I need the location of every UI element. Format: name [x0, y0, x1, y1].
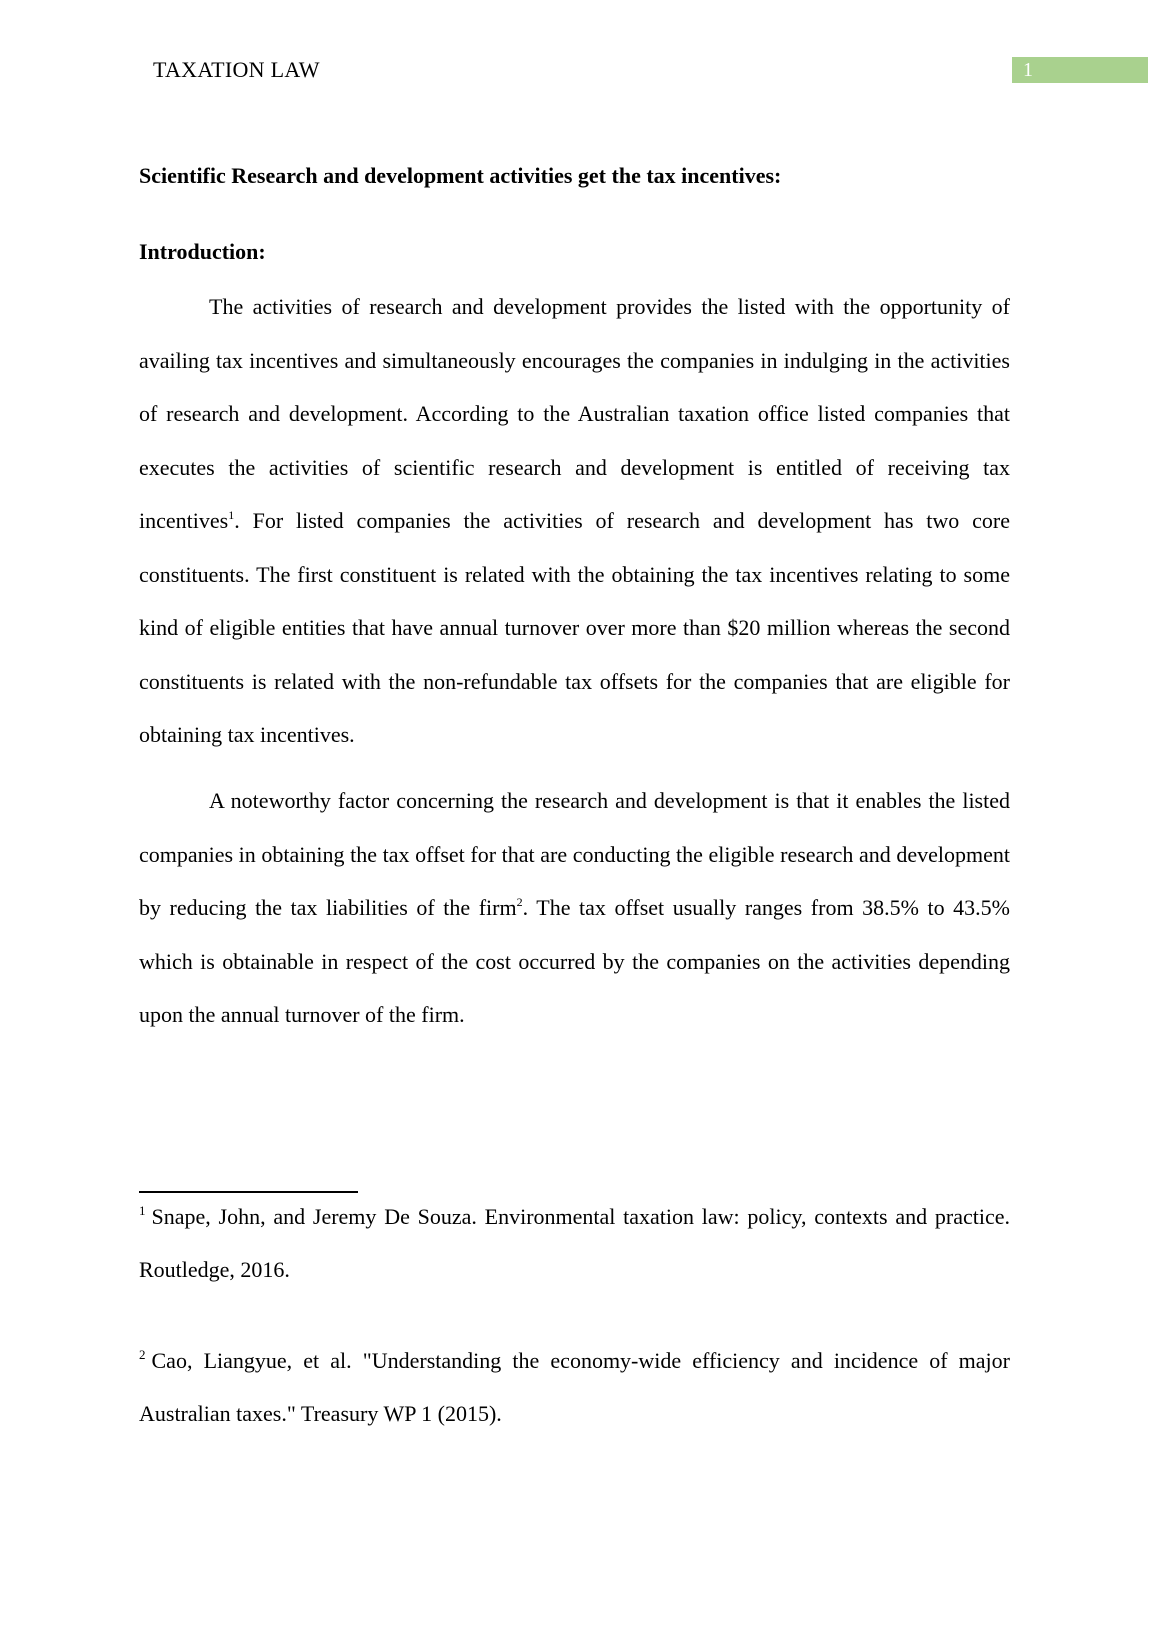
page-number: 1	[1012, 57, 1148, 83]
document-title: Scientific Research and development activities get the tax incentives:	[139, 163, 782, 188]
footnote-ref-2[interactable]: 2	[516, 895, 523, 909]
footnote-2	[139, 1334, 1010, 1440]
paragraph-2-part-1: A noteworthy factor concerning the research and development is that it enables the listed companies in obtaining the tax offset for that are conducting the eligible research and development by reducing the tax liabilities of the firm	[139, 788, 1010, 920]
section-heading-introduction: Introduction:	[139, 239, 266, 264]
paragraph-1-part-1: The activities of research and development provides the listed with the opportunity of availing tax incentives and simultaneously encourages the companies in indulging in the activities of research and development. According to the Australian taxation office listed companies that executes the activities of scientific research and development is entitled of receiving tax incentives	[139, 294, 1010, 533]
footnote-1-number: 1	[139, 1203, 146, 1218]
paragraph-1	[139, 280, 1010, 762]
footnote-1	[139, 1190, 1010, 1296]
paragraph-1-part-2: . For listed companies the activities of research and development has two core constituents. The first constituent is related with the obtaining the tax incentives relating to some kind of eligible entities that have annual turnover over more than $20 million whereas the second constituents is related with the non-refundable tax offsets for the companies that are eligible for obtaining tax incentives.	[139, 508, 1010, 747]
footnote-2-number: 2	[139, 1347, 146, 1362]
footnote-1-text: Snape, John, and Jeremy De Souza. Environmental taxation law: policy, contexts and practice. Routledge, 2016.	[139, 1204, 1010, 1282]
header-title: TAXATION LAW	[153, 57, 320, 82]
paragraph-2	[139, 774, 1010, 1042]
paragraph-2-part-2: . The tax offset usually ranges from 38.5% to 43.5% which is obtainable in respect of the cost occurred by the companies on the activities depending upon the annual turnover of the firm.	[139, 895, 1010, 1027]
footnote-2-text: Cao, Liangyue, et al. "Understanding the economy-wide efficiency and incidence of major Australian taxes." Treasury WP 1 (2015).	[139, 1348, 1010, 1426]
footnote-ref-1[interactable]: 1	[228, 508, 235, 522]
